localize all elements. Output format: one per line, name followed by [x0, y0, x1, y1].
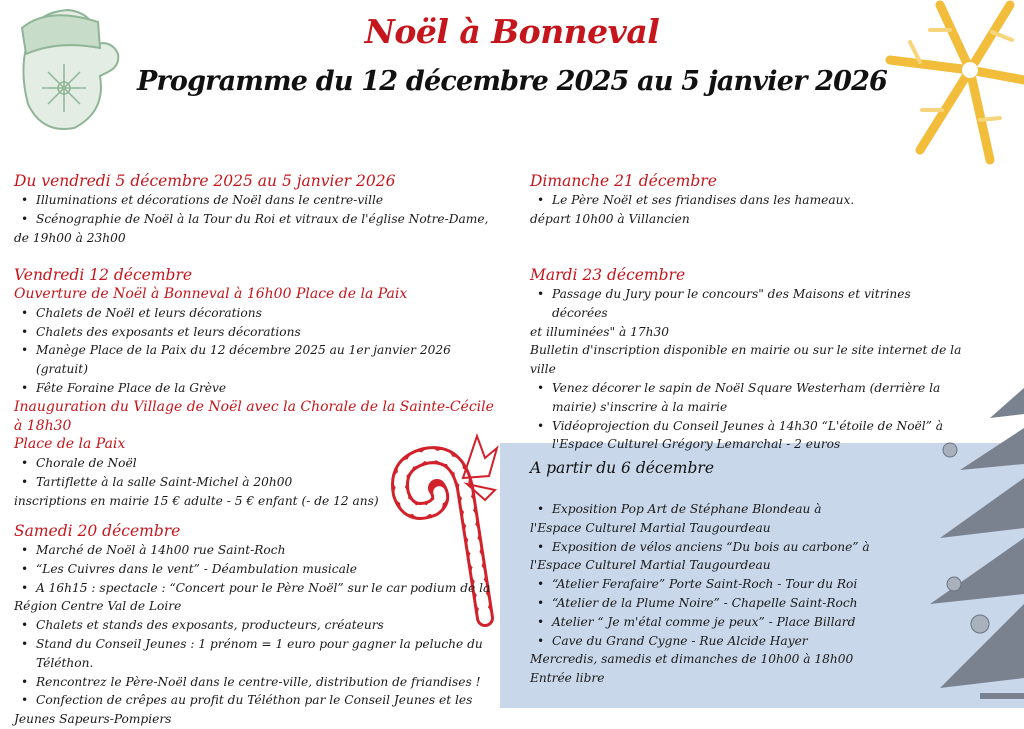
list-item: • Atelier “ Je m'étal comme je peux” - Place Billard: [552, 613, 910, 632]
list-item: • Le Père Noël et ses friandises dans les hameaux.: [552, 191, 970, 210]
section-heading: Mardi 23 décembre: [530, 266, 686, 284]
list-item: • Cave du Grand Cygne - Rue Alcide Hayer: [552, 632, 910, 651]
page-subtitle: Programme du 12 décembre 2025 au 5 janvier 2026: [136, 66, 888, 97]
section-heading: A partir du 6 décembre: [530, 459, 714, 477]
wrapped-text: Région Centre Val de Loire: [14, 599, 182, 614]
section-note: départ 10h00 à Villancien: [530, 211, 690, 226]
list-item: • Chorale de Noël: [36, 454, 504, 473]
section-heading: Du vendredi 5 décembre 2025 au 5 janvier 2026: [14, 172, 396, 190]
list-item: • Scénographie de Noël à la Tour du Roi et vitraux de l'église Notre-Dame,: [36, 210, 494, 229]
section-23dec: [530, 265, 970, 454]
page-title: Noël à Bonneval: [364, 12, 660, 51]
list-item: • Marché de Noël à 14h00 rue Saint-Roch: [36, 541, 514, 560]
wrapped-text: et illuminées" à 17h30: [530, 324, 669, 339]
section-subheading: Ouverture de Noël à Bonneval à 16h00 Place de la Paix: [14, 286, 408, 302]
section-note: Bulletin d'inscription disponible en mairie ou sur le site internet de la ville: [530, 343, 962, 377]
list-item: • Chalets des exposants et leurs décorations: [36, 323, 504, 342]
list-item: • Tartiflette à la salle Saint-Michel à 20h00: [36, 473, 504, 492]
section-21dec: [530, 171, 970, 229]
wrapped-text: Jeunes Sapeurs-Pompiers: [14, 712, 172, 727]
list-item: • Rencontrez le Père-Noël dans le centre-ville, distribution de friandises !: [36, 673, 514, 692]
section-note: Mercredis, samedis et dimanches de 10h00 à 18h00: [530, 652, 854, 667]
list-item: • Illuminations et décorations de Noël dans le centre-ville: [36, 191, 494, 210]
list-item: • “Atelier Ferafaire” Porte Saint-Roch - Tour du Roi: [552, 575, 910, 594]
section-20dec: [14, 521, 514, 729]
list-item: • “Atelier de la Plume Noire” - Chapelle Saint-Roch: [552, 594, 910, 613]
section-subheading: Inauguration du Village de Noël avec la Chorale de la Sainte-Cécile à 18h30: [14, 398, 494, 434]
list-item: • Confection de crêpes au profit du Téléthon par le Conseil Jeunes et les: [36, 691, 514, 710]
section-from-6dec: [530, 458, 910, 688]
list-item: • Manège Place de la Paix du 12 décembre 2025 au 1er janvier 2026 (gratuit): [36, 341, 504, 379]
section-heading: Vendredi 12 décembre: [14, 266, 193, 284]
section-note: inscriptions en mairie 15 € adulte - 5 € enfant (- de 12 ans): [14, 493, 379, 508]
list-item: • Chalets et stands des exposants, producteurs, créateurs: [36, 616, 514, 635]
section-heading: Samedi 20 décembre: [14, 522, 181, 540]
section-12dec: [14, 265, 504, 511]
list-item: • Exposition Pop Art de Stéphane Blondeau à: [552, 500, 910, 519]
list-item: • Chalets de Noël et leurs décorations: [36, 304, 504, 323]
list-item: • A 16h15 : spectacle : “Concert pour le Père Noël” sur le car podium de la: [36, 579, 514, 598]
list-item: • Fête Foraine Place de la Grève: [36, 379, 504, 398]
list-item: • Venez décorer le sapin de Noël Square Westerham (derrière la mairie) s'inscrire à la mairie: [552, 379, 970, 417]
list-item: • Vidéoprojection du Conseil Jeunes à 14h30 “L'étoile de Noël” à l'Espace Culturel Grégory Lemarchal - 2 euros: [552, 417, 970, 455]
section-subheading: Place de la Paix: [14, 436, 126, 453]
list-item: • “Les Cuivres dans le vent” - Déambulation musicale: [36, 560, 514, 579]
list-item: • Exposition de vélos anciens “Du bois au carbone” à: [552, 538, 910, 557]
section-5dec-5jan: [14, 171, 494, 247]
list-item: • Stand du Conseil Jeunes : 1 prénom = 1 euro pour gagner la peluche du Téléthon.: [36, 635, 514, 673]
section-heading: Dimanche 21 décembre: [530, 172, 717, 190]
section-note: de 19h00 à 23h00: [14, 230, 126, 245]
wrapped-text: l'Espace Culturel Martial Taugourdeau: [530, 558, 771, 573]
section-note: Entrée libre: [530, 671, 605, 686]
wrapped-text: l'Espace Culturel Martial Taugourdeau: [530, 520, 771, 535]
list-item: • Passage du Jury pour le concours" des Maisons et vitrines décorées: [552, 285, 970, 323]
